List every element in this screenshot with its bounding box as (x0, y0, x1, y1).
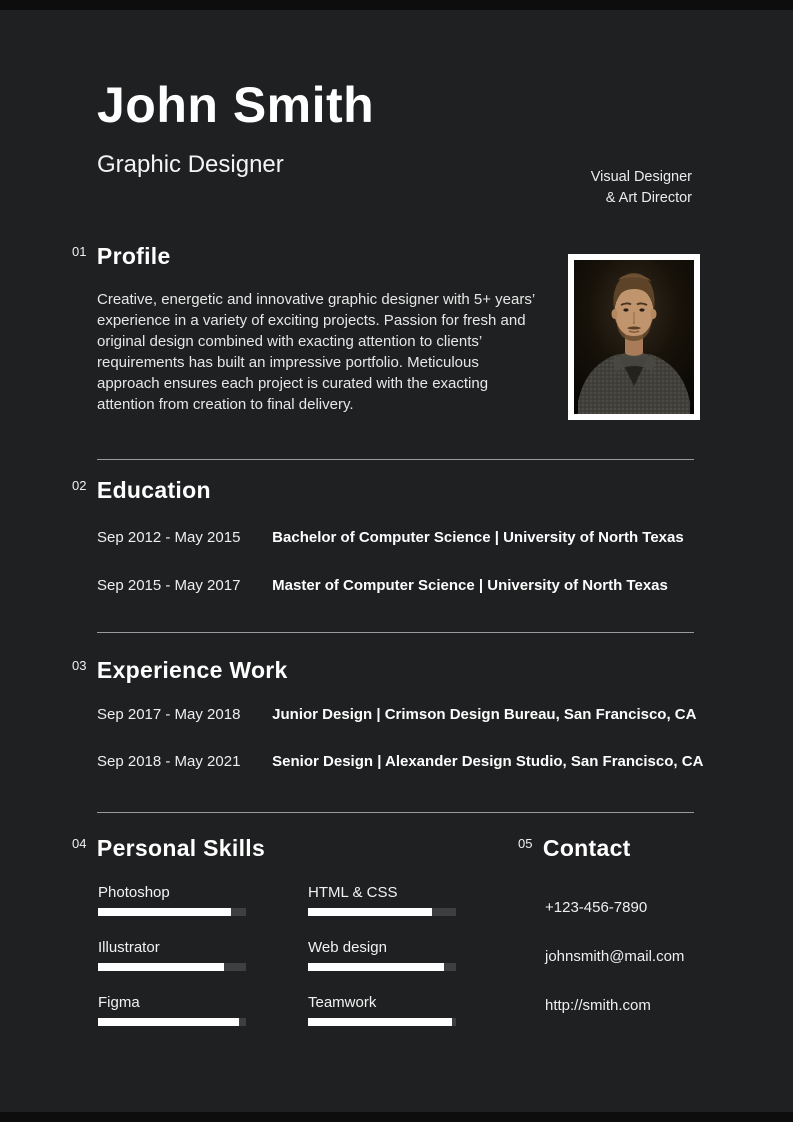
skill-bar-track (308, 1018, 456, 1026)
name-heading: John Smith (97, 77, 375, 133)
skill-bar-fill (308, 963, 444, 971)
skill-item (308, 994, 458, 1026)
contact-email: johnsmith@mail.com (545, 948, 685, 965)
section-title-experience: Experience Work (96, 657, 288, 683)
skill-bar-fill (98, 1018, 239, 1026)
section-heading-education (72, 477, 211, 504)
experience-dates: Sep 2018 - May 2021 (97, 753, 241, 770)
skill-label: Photoshop (98, 884, 170, 901)
experience-description: Senior Design | Alexander Design Studio, San Francisco, CA (272, 753, 704, 770)
experience-row (97, 753, 703, 770)
portrait-illustration (574, 260, 694, 414)
skill-label: Teamwork (308, 994, 377, 1011)
skill-bar-track (308, 908, 456, 916)
portrait-photo (568, 254, 700, 420)
experience-row (97, 706, 696, 723)
skill-bar-track (308, 963, 456, 971)
skill-bar-fill (98, 963, 224, 971)
section-number-education: 02 (72, 478, 87, 493)
section-heading-contact (518, 835, 631, 862)
skill-bar-track (98, 963, 246, 971)
skill-item (98, 994, 248, 1026)
experience-description: Junior Design | Crimson Design Bureau, San Francisco, CA (272, 706, 697, 723)
skill-label: Illustrator (98, 939, 160, 956)
profile-text: Creative, energetic and innovative graphic designer with 5+ years’ experience in a variety of exciting projects. Passion for fresh and original design combined with exacting attention to clients’ requirements has built an impressive portfolio. Meticulous approach ensures each project is curated with the exacting attention from creation to final delivery. (97, 291, 535, 413)
contact-list (545, 899, 684, 1046)
skill-item (98, 939, 248, 971)
tagline-line-2: & Art Director (605, 190, 692, 206)
skill-bar-fill (308, 908, 432, 916)
tagline (591, 167, 692, 209)
section-heading-experience (72, 657, 288, 684)
job-title: Graphic Designer (97, 151, 284, 178)
section-title-skills: Personal Skills (96, 835, 266, 861)
section-number-profile: 01 (72, 244, 87, 259)
divider (97, 812, 694, 813)
skill-label: HTML & CSS (308, 884, 398, 901)
top-edge-bar (0, 0, 793, 10)
section-number-contact: 05 (518, 836, 533, 851)
tagline-line-1: Visual Designer (590, 169, 692, 185)
contact-phone: +123-456-7890 (545, 899, 648, 916)
skill-label: Web design (308, 939, 387, 956)
education-row (97, 577, 668, 594)
skill-item (308, 884, 458, 916)
section-number-experience: 03 (72, 658, 87, 673)
section-title-education: Education (96, 477, 211, 503)
education-description: Master of Computer Science | University of North Texas (272, 577, 668, 594)
education-description: Bachelor of Computer Science | University of North Texas (272, 529, 684, 546)
skill-bar-track (98, 908, 246, 916)
section-title-profile: Profile (96, 243, 171, 269)
skill-bar-fill (98, 908, 231, 916)
skill-item (308, 939, 458, 971)
divider (97, 632, 694, 633)
skill-bar-track (98, 1018, 246, 1026)
section-heading-profile (72, 243, 171, 270)
education-dates: Sep 2015 - May 2017 (97, 577, 241, 594)
skill-item (98, 884, 248, 916)
contact-website: http://smith.com (545, 997, 651, 1014)
section-number-skills: 04 (72, 836, 87, 851)
section-heading-skills (72, 835, 265, 862)
education-dates: Sep 2012 - May 2015 (97, 529, 241, 546)
bottom-edge-bar (0, 1112, 793, 1122)
skill-bar-fill (308, 1018, 452, 1026)
divider (97, 459, 694, 460)
experience-dates: Sep 2017 - May 2018 (97, 706, 241, 723)
skills-grid (98, 884, 458, 1026)
education-row (97, 529, 684, 546)
section-title-contact: Contact (542, 835, 631, 861)
skill-label: Figma (98, 994, 140, 1011)
